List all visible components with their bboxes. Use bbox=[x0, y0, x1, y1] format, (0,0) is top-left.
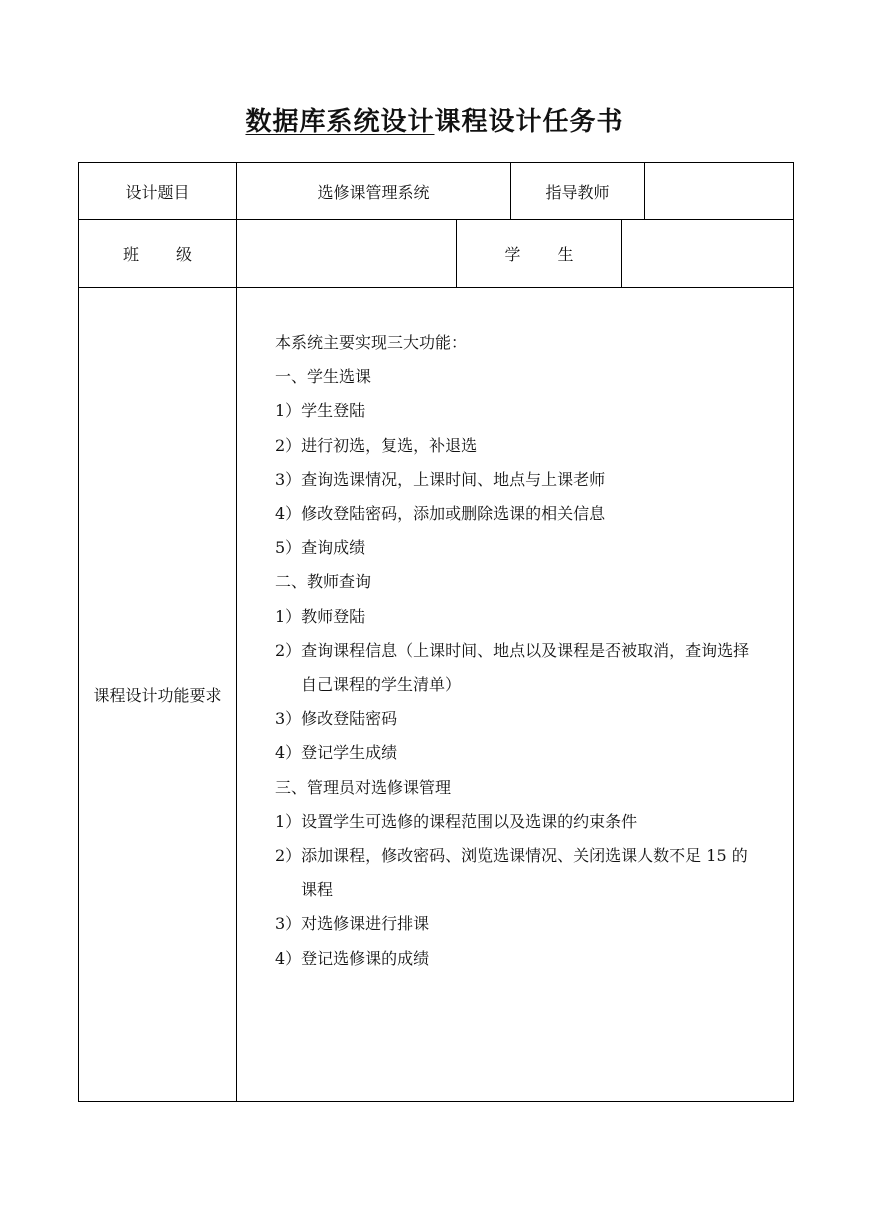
page-title bbox=[0, 104, 869, 140]
table-row-requirements bbox=[79, 288, 794, 1102]
requirements-line: 4）登记学生成绩 bbox=[275, 743, 398, 763]
design-topic-label: 设计题目 bbox=[79, 163, 237, 220]
requirements-line: 3）对选修课进行排课 bbox=[275, 914, 430, 934]
table-row-topic bbox=[79, 163, 794, 220]
requirements-content bbox=[237, 288, 794, 1102]
requirements-line: 1）教师登陆 bbox=[275, 606, 366, 626]
advisor-value bbox=[645, 163, 794, 220]
task-table bbox=[78, 162, 794, 1102]
requirements-line: 4）登记选修课的成绩 bbox=[275, 948, 430, 968]
requirements-line: 4）修改登陆密码，添加或删除选课的相关信息 bbox=[275, 504, 606, 524]
title-rest: 课程设计任务书 bbox=[434, 107, 624, 137]
requirements-line: 2）进行初选，复选，补退选 bbox=[275, 435, 478, 455]
table-row-class bbox=[79, 220, 794, 288]
student-label: 学 生 bbox=[457, 220, 622, 288]
requirements-line: 1）设置学生可选修的课程范围以及选课的约束条件 bbox=[275, 811, 638, 831]
requirements-line: 2）添加课程，修改密码、浏览选课情况、关闭选课人数不足 15 的 bbox=[275, 846, 748, 866]
requirements-label: 课程设计功能要求 bbox=[79, 288, 237, 1102]
class-value bbox=[237, 220, 457, 288]
design-topic-value: 选修课管理系统 bbox=[237, 163, 511, 220]
requirements-line: 5）查询成绩 bbox=[275, 538, 366, 558]
requirements-line: 课程 bbox=[301, 880, 334, 900]
requirements-line: 三、管理员对选修课管理 bbox=[275, 777, 452, 797]
class-label: 班 级 bbox=[79, 220, 237, 288]
requirements-line: 3）查询选课情况，上课时间、地点与上课老师 bbox=[275, 469, 606, 489]
requirements-line: 二、教师查询 bbox=[275, 572, 372, 592]
title-underlined-part: 数据库系统设计 bbox=[245, 107, 435, 137]
student-value bbox=[622, 220, 794, 288]
advisor-label: 指导教师 bbox=[511, 163, 645, 220]
requirements-line: 一、学生选课 bbox=[275, 367, 372, 387]
requirements-line: 本系统主要实现三大功能： bbox=[275, 333, 468, 352]
requirements-line: 1）学生登陆 bbox=[275, 401, 366, 421]
requirements-line: 3）修改登陆密码 bbox=[275, 709, 398, 729]
requirements-line: 2）查询课程信息（上课时间、地点以及课程是否被取消，查询选择 bbox=[275, 640, 750, 660]
requirements-line: 自己课程的学生清单） bbox=[301, 675, 462, 695]
